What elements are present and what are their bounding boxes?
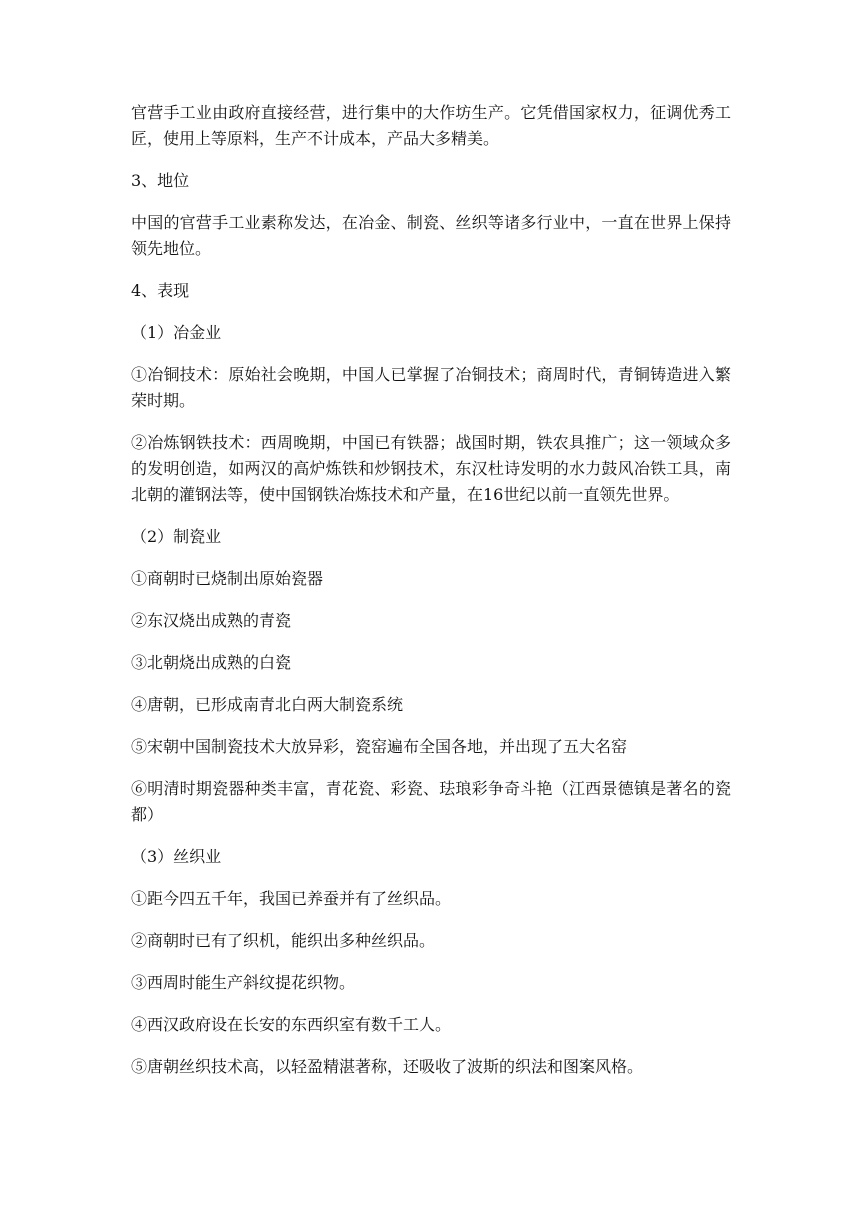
list-item-porcelain-mingqing: ⑥明清时期瓷器种类丰富，青花瓷、彩瓷、珐琅彩争奇斗艳（江西景德镇是著名的瓷都）	[131, 779, 731, 824]
heading-status: 3、地位	[131, 171, 190, 190]
list-item-silk-origin: ①距今四五千年，我国已养蚕并有了丝织品。	[131, 889, 452, 908]
list-item-porcelain-shang: ①商朝时已烧制出原始瓷器	[131, 569, 324, 588]
list-item-porcelain-song: ⑤宋朝中国制瓷技术大放异彩，瓷窑遍布全国各地，并出现了五大名窑	[131, 737, 628, 756]
paragraph-status: 中国的官营手工业素称发达，在冶金、制瓷、丝织等诸多行业中，一直在世界上保持领先地位。	[131, 213, 731, 258]
heading-manifestations: 4、表现	[131, 281, 190, 300]
paragraph-official-handicraft-intro: 官营手工业由政府直接经营，进行集中的大作坊生产。它凭借国家权力，征调优秀工匠，使用上等原料，生产不计成本，产品大多精美。	[131, 103, 731, 148]
subheading-metallurgy: （1）冶金业	[131, 323, 222, 342]
list-item-iron-steel: ②冶炼钢铁技术：西周晚期，中国已有铁器；战国时期，铁农具推广；这一领域众多的发明创造，如两汉的高炉炼铁和炒钢技术，东汉杜诗发明的水力鼓风冶铁工具，南北朝的灌钢法等，使中国钢铁冶炼技术和产量，在16世纪以前一直领先世界。	[131, 433, 731, 504]
list-item-porcelain-donghan: ②东汉烧出成熟的青瓷	[131, 611, 292, 630]
list-item-silk-xizhou: ③西周时能生产斜纹提花织物。	[131, 973, 356, 992]
list-item-silk-xihan: ④西汉政府设在长安的东西织室有数千工人。	[131, 1015, 452, 1034]
subheading-silk: （3）丝织业	[131, 847, 222, 866]
list-item-porcelain-tang: ④唐朝，已形成南青北白两大制瓷系统	[131, 695, 404, 714]
document-body	[131, 100, 731, 1096]
subheading-porcelain: （2）制瓷业	[131, 527, 222, 546]
list-item-porcelain-beichao: ③北朝烧出成熟的白瓷	[131, 653, 292, 672]
list-item-copper: ①冶铜技术：原始社会晚期，中国人已掌握了冶铜技术；商周时代，青铜铸造进入繁荣时期。	[131, 365, 731, 410]
list-item-silk-tang: ⑤唐朝丝织技术高，以轻盈精湛著称，还吸收了波斯的织法和图案风格。	[131, 1057, 644, 1076]
list-item-silk-shang: ②商朝时已有了织机，能织出多种丝织品。	[131, 931, 436, 950]
